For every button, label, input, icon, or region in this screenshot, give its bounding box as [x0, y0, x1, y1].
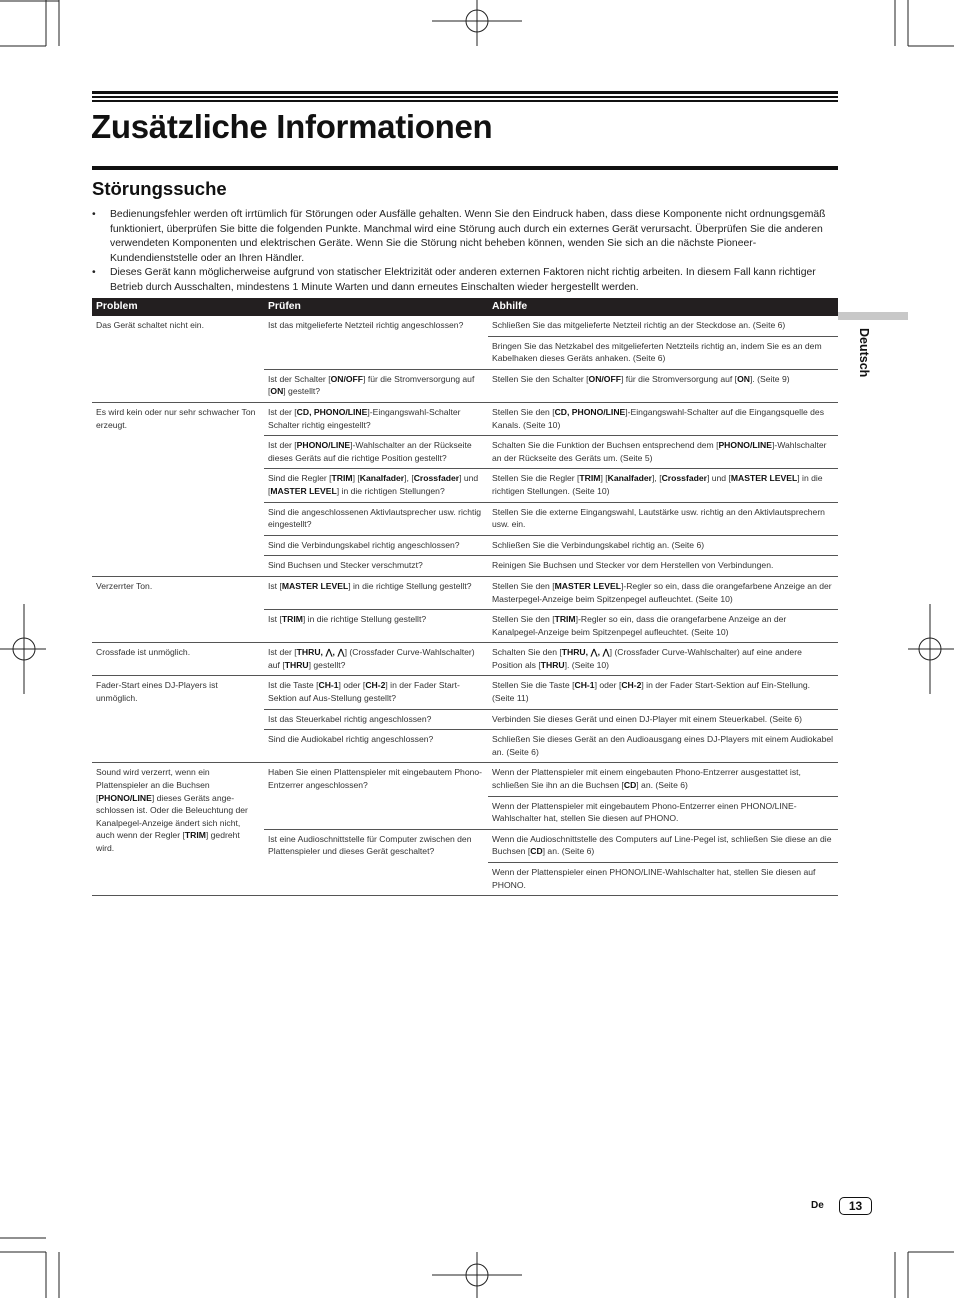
check-cell: Sind die Audiokabel richtig angeschlossen? [264, 730, 488, 763]
table-body [92, 316, 838, 896]
remedy-cell: Stellen Sie den [MASTER LEVEL]-Regler so ein, dass die orangefarbene Anzeige an der Masterpegel-Anzeige beim Spitzenpegel aufleuchtet. (Seite 10) [488, 576, 838, 609]
check-cell: Ist die Taste [CH-1] oder [CH-2] in der Fader Start-Sektion auf Aus-Stellung gestellt? [264, 676, 488, 709]
remedy-cell: Schließen Sie die Verbindungskabel richtig an. (Seite 6) [488, 535, 838, 556]
remedy-cell: Schalten Sie die Funktion der Buchsen entsprechend dem [PHONO/LINE]-Wahlschalter an der Rückseite des Geräts um. (Seite 5) [488, 436, 838, 469]
check-cell: Sind Buchsen und Stecker verschmutzt? [264, 556, 488, 577]
remedy-cell: Wenn der Plattenspieler einen PHONO/LINE-Wahlschalter hat, stellen Sie diesen auf PHONO. [488, 863, 838, 896]
check-cell: Ist [TRIM] in die richtige Stellung gestellt? [264, 610, 488, 643]
check-cell: Sind die angeschlossenen Aktivlautsprecher usw. richtig eingestellt? [264, 502, 488, 535]
page-title: Zusätzliche Informationen [91, 108, 493, 145]
title-top-rules [92, 91, 838, 104]
page-number: 13 [839, 1197, 872, 1215]
section-title: Störungssuche [92, 178, 227, 199]
header-check: Prüfen [264, 298, 488, 316]
bullet-icon: • [92, 209, 96, 220]
remedy-cell: Stellen Sie die Regler [TRIM] [Kanalfader], [Crossfader] und [MASTER LEVEL] in die richtigen Stellungen. (Seite 10) [488, 469, 838, 502]
table-row [92, 676, 838, 709]
table-row [92, 402, 838, 435]
check-cell: Ist das mitgelieferte Netzteil richtig angeschlossen? [264, 316, 488, 369]
remedy-cell: Wenn die Audioschnittstelle des Computers auf Line-Pegel ist, schließen Sie diese an die Buchsen [CD] an. (Seite 6) [488, 829, 838, 862]
check-cell: Haben Sie einen Plattenspieler mit eingebautem Phono-Entzerrer angeschlossen? [264, 763, 488, 829]
troubleshooting-table [92, 298, 838, 896]
problem-cell: Verzerrter Ton. [92, 576, 264, 642]
check-cell: Ist [MASTER LEVEL] in die richtige Stellung gestellt? [264, 576, 488, 609]
remedy-cell: Verbinden Sie dieses Gerät und einen DJ-Player mit einem Steuerkabel. (Seite 6) [488, 709, 838, 730]
check-cell: Sind die Verbindungskabel richtig angeschlossen? [264, 535, 488, 556]
remedy-cell: Wenn der Plattenspieler mit einem eingebauten Phono-Entzerrer ausgestattet ist, schließen Sie ihn an die Buchsen [CD] an. (Seite 6) [488, 763, 838, 796]
problem-cell: Das Gerät schaltet nicht ein. [92, 316, 264, 402]
remedy-cell: Schließen Sie das mitgelieferte Netzteil richtig an der Steckdose an. (Seite 6) [488, 316, 838, 336]
remedy-cell: Stellen Sie die Taste [CH-1] oder [CH-2] in der Fader Start-Sektion auf Ein-Stellung. (Seite 11) [488, 676, 838, 709]
title-bottom-rule [92, 166, 838, 170]
table-row [92, 576, 838, 609]
remedy-cell: Reinigen Sie Buchsen und Stecker vor dem Herstellen von Verbindungen. [488, 556, 838, 577]
table-header-row [92, 298, 838, 316]
language-tab-label: Deutsch [857, 328, 871, 378]
check-cell: Sind die Regler [TRIM] [Kanalfader], [Crossfader] und [MASTER LEVEL] in die richtigen Stellungen? [264, 469, 488, 502]
bullet-icon: • [92, 267, 96, 279]
table-row [92, 763, 838, 796]
remedy-cell: Schalten Sie den [THRU, ⋀, ⋀] (Crossfader Curve-Wahlschalter) auf eine andere Position als [THRU]. (Seite 10) [488, 643, 838, 676]
table-row [92, 643, 838, 676]
remedy-cell: Stellen Sie den [CD, PHONO/LINE]-Eingangswahl-Schalter auf die Eingangsquelle des Kanals. (Seite 10) [488, 402, 838, 435]
language-tab [845, 328, 875, 388]
problem-cell: Sound wird verzerrt, wenn ein Plattenspieler an die Buchsen [PHONO/LINE] dieses Geräts angeschlossen ist. Oder die Beleuchtung der Kanalpegel-Anzeige ändert sich nicht, auch wenn der Regler [TRIM] gedreht wird. [92, 763, 264, 896]
header-remedy: Abhilfe [488, 298, 838, 316]
check-cell: Ist der [THRU, ⋀, ⋀] (Crossfader Curve-Wahlschalter) auf [THRU] gestellt? [264, 643, 488, 676]
check-cell: Ist eine Audioschnittstelle für Computer zwischen den Plattenspieler und dieses Gerät geschaltet? [264, 829, 488, 895]
remedy-cell: Stellen Sie die externe Eingangswahl, Lautstärke usw. richtig an den Aktivlautsprechern usw. ein. [488, 502, 838, 535]
remedy-cell: Stellen Sie den Schalter [ON/OFF] für die Stromversorgung auf [ON]. (Seite 9) [488, 369, 838, 402]
remedy-cell: Stellen Sie den [TRIM]-Regler so ein, dass die orangefarbene Anzeige an der Kanalpegel-Anzeige beim Spitzenpegel aufleuchtet. (Seite 10) [488, 610, 838, 643]
table-row [92, 316, 838, 336]
problem-cell: Fader-Start eines DJ-Players ist unmöglich. [92, 676, 264, 763]
check-cell: Ist der [CD, PHONO/LINE]-Eingangswahl-Schalter Schalter richtig eingestellt? [264, 402, 488, 435]
intro-text: Bedienungsfehler werden oft irrtümlich für Störungen oder Ausfälle gehalten. Wenn Sie den Eindruck haben, dass diese Komponente nicht ordnungsgemäß funktioniert, überprüfen Sie bitte die folgenden Punkte. Manchmal wird eine Störung auch durch ein externes Gerät verursacht. Überprüfen Sie die anderen verwendeten Komponenten und elektrischen Geräte. Wenn Sie die Störung nicht beheben können, wenden Sie sich an die nächste Pioneer-Kundendienststelle oder an Ihren Händler. [110, 209, 826, 264]
intro-item [92, 208, 838, 266]
problem-cell: Crossfade ist unmöglich. [92, 643, 264, 676]
header-problem: Problem [92, 298, 264, 316]
intro-list [92, 208, 838, 296]
problem-cell: Es wird kein oder nur sehr schwacher Ton erzeugt. [92, 402, 264, 576]
language-tab-bar [838, 312, 908, 320]
check-cell: Ist der [PHONO/LINE]-Wahlschalter an der Rückseite dieses Geräts auf die richtige Position gestellt? [264, 436, 488, 469]
check-cell: Ist das Steuerkabel richtig angeschlossen? [264, 709, 488, 730]
remedy-cell: Wenn der Plattenspieler mit eingebautem Phono-Entzerrer einen PHONO/LINE-Wahlschalter hat, stellen Sie diesen auf PHONO. [488, 796, 838, 829]
intro-item [92, 266, 838, 295]
footer-language: De [811, 1200, 824, 1211]
check-cell: Ist der Schalter [ON/OFF] für die Stromversorgung auf [ON] gestellt? [264, 369, 488, 402]
remedy-cell: Bringen Sie das Netzkabel des mitgelieferten Netzteils richtig an, indem Sie es an dem Kabelhaken dieses Geräts anhaken. (Seite 6) [488, 336, 838, 369]
intro-text: Dieses Gerät kann möglicherweise aufgrund von statischer Elektrizität oder anderen externen Faktoren nicht richtig arbeiten. In diesem Fall kann richtiger Betrieb durch Ausschalten, mindestens 1 Minute Warten und dann erneutes Einschalten wieder hergestellt werden. [110, 267, 816, 293]
remedy-cell: Schließen Sie dieses Gerät an den Audioausgang eines DJ-Players mit einem Audiokabel an. (Seite 6) [488, 730, 838, 763]
